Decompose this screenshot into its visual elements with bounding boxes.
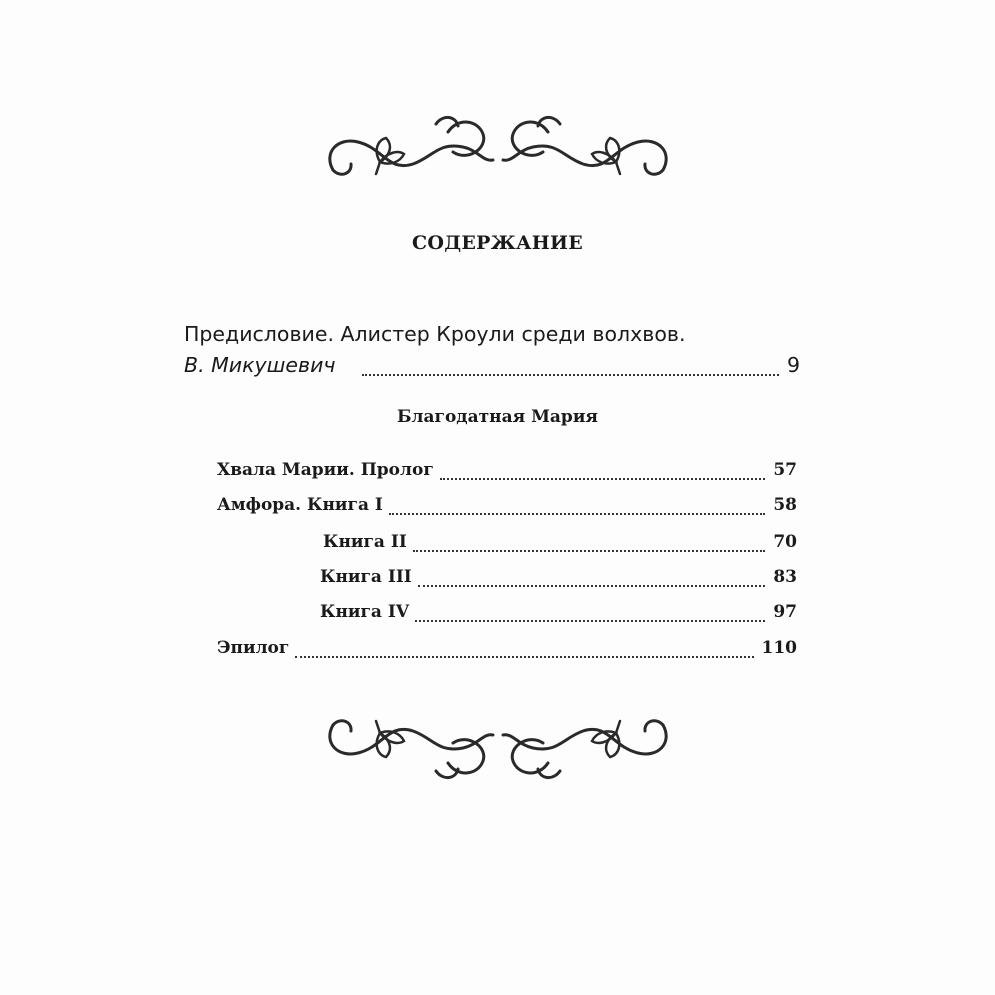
toc-entry-page: 110 <box>761 638 797 658</box>
toc-entry-page: 70 <box>773 532 797 552</box>
toc-entry-label: Книга II <box>323 532 407 552</box>
preface-page-number: 9 <box>786 353 800 377</box>
dot-leader <box>415 618 765 622</box>
preface-entry <box>184 353 800 383</box>
toc-entry <box>217 638 797 664</box>
toc-entry-page: 83 <box>773 567 797 587</box>
toc-entry-label: Книга IV <box>320 602 410 622</box>
preface-author: В. Микушевич <box>184 353 336 377</box>
toc-entry-label: Хвала Марии. Пролог <box>217 460 434 480</box>
toc-entry-label: Книга III <box>320 567 412 587</box>
toc-entry <box>217 495 797 521</box>
dot-leader <box>413 548 766 552</box>
top-floral-ornament-icon <box>318 112 678 187</box>
dot-leader <box>295 654 753 658</box>
dot-leader <box>389 511 765 515</box>
toc-entry <box>217 460 797 486</box>
toc-entry <box>320 602 797 628</box>
toc-entry-label: Амфора. Книга I <box>217 495 383 515</box>
dot-leader <box>362 372 779 376</box>
contents-heading: СОДЕРЖАНИЕ <box>411 232 584 254</box>
toc-entry-label: Эпилог <box>217 638 290 658</box>
toc-entry-page: 57 <box>773 460 797 480</box>
preface-title: Предисловие. Алистер Кроули среди волхвов. <box>184 322 686 346</box>
toc-entry-page: 58 <box>773 495 797 515</box>
dot-leader <box>418 583 766 587</box>
toc-entry <box>320 567 797 593</box>
dot-leader <box>440 476 766 480</box>
toc-entry-page: 97 <box>773 602 797 622</box>
toc-entry <box>323 532 797 558</box>
bottom-floral-ornament-icon <box>318 708 678 783</box>
section-title: Благодатная Мария <box>397 407 598 427</box>
